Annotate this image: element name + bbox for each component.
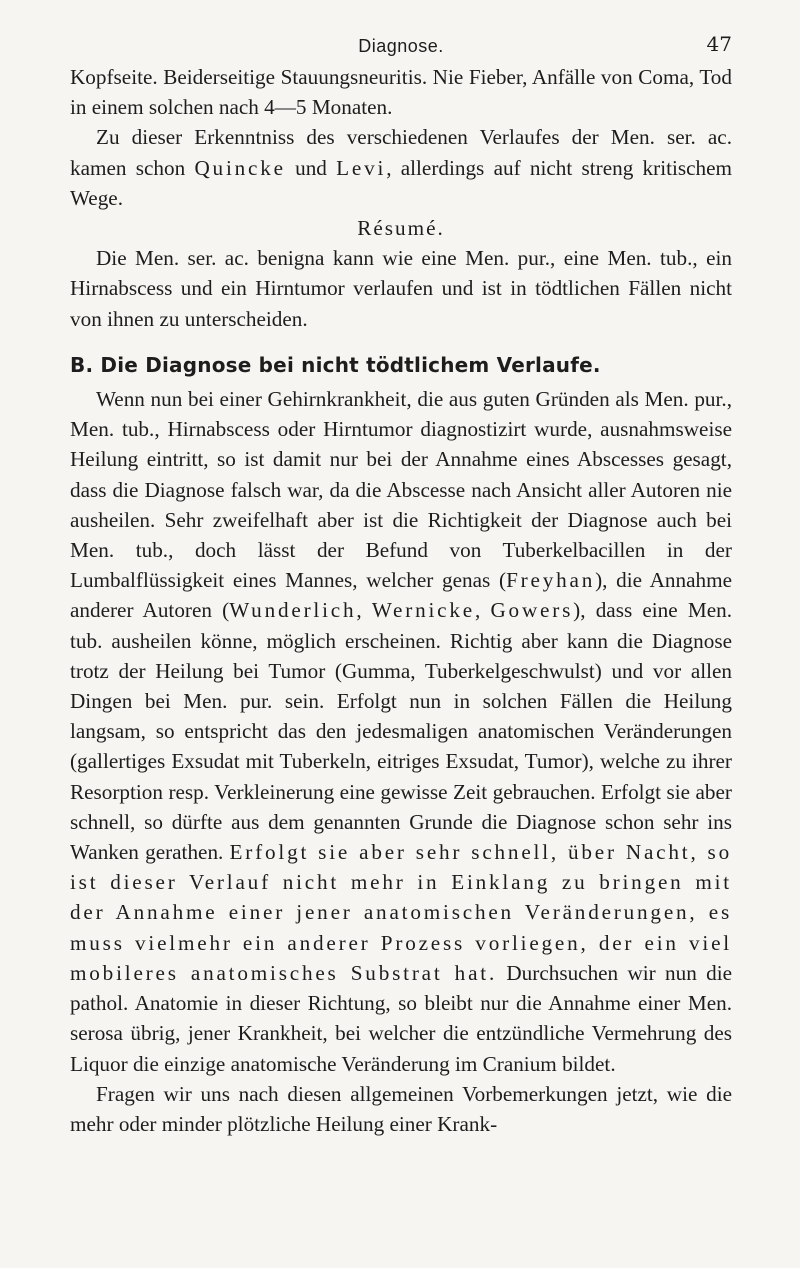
text-span: ,: [356, 598, 372, 623]
text-span: Durchsuchen wir nun die pathol. Anatomie in dieser Richtung, so bleibt nur die Annahme einer Men. serosa übrig, jener Krankheit, bei welcher die entzündliche Vermehrung des Liquor die einzige anatomische Veränderung im Cranium bildet.: [70, 960, 732, 1076]
text-span: Wenn nun bei einer Gehirnkrankheit, die aus guten Gründen als Men. pur., Men. tub., Hirnabscess oder Hirntumor diagnostizirt wurde, ausnahmsweise Heilung eintritt, so ist damit nur bei der Annahme eines Abscesses gesagt, dass die Diagnose falsch war, da die Abscesse nach Ansicht aller Autoren nie ausheilen. Sehr zweifelhaft aber ist die Richtigkeit der Diagnose auch bei Men. tub., doch lässt der Befund von Tuberkelbacillen in der Lumbalflüssigkeit eines Mannes, welcher genas (: [70, 387, 732, 593]
author-name: Freyhan: [506, 568, 596, 593]
text-span: , allerdings auf nicht streng kritischem Wege.: [70, 155, 732, 210]
author-name: Quincke: [194, 155, 286, 180]
paragraph-resume: Die Men. ser. ac. benigna kann wie eine Men. pur., eine Men. tub., ein Hirnabscess und ein Hirntumor verlaufen und ist in tödtlichen Fällen nicht von ihnen zu unterscheiden.: [70, 246, 732, 331]
page-header: [70, 22, 732, 62]
page-number: 47: [706, 32, 732, 56]
text-span: Zu dieser Erkenntniss des verschiedenen Verlaufes der Men. ser. ac. kamen schon: [70, 125, 732, 180]
text-span: ), die Annahme anderer Autoren (: [70, 568, 732, 623]
text-span: ), dass eine Men. tub. ausheilen könne, möglich erscheinen. Richtig aber kann die Diagnose trotz der Heilung bei Tumor (Gumma, Tuberkelgeschwulst) und vor allen Dingen bei Men. pur. sein. Erfolgt nun in solchen Fällen die Heilung langsam, so entspricht das den jedesmaligen anatomischen Veränderungen (gallertiges Exsudat mit Tuberkeln, eitriges Exsudat, Tumor), welche zu ihrer Resorption resp. Verkleinerung eine gewisse Zeit gebrauchen. Erfolgt sie aber schnell, so dürfte aus dem genannten Grunde die Diagnose schon sehr ins Wanken gerathen.: [70, 598, 733, 865]
paragraph-main: [70, 384, 732, 1079]
book-page: [70, 22, 732, 1139]
section-heading: B. Die Diagnose bei nicht tödtlichem Verlaufe.: [70, 352, 601, 377]
author-name: Levi: [336, 155, 387, 180]
body-text: [70, 62, 732, 1139]
text-span: ,: [474, 598, 491, 623]
author-name: Gowers: [490, 598, 574, 623]
paragraph-quincke-levi: [70, 122, 732, 213]
paragraph-continuation: Kopfseite. Beiderseitige Stauungsneuritis. Nie Fieber, Anfälle von Coma, Tod in einem solchen nach 4—5 Monaten.: [70, 65, 732, 120]
author-name: Wernicke: [371, 598, 475, 623]
resume-heading: Résumé.: [357, 216, 445, 241]
paragraph-final: Fragen wir uns nach diesen allgemeinen Vorbemerkungen jetzt, wie die mehr oder minder plötzliche Heilung einer Krank-: [70, 1081, 732, 1136]
emphasized-sentence: Erfolgt sie aber sehr schnell, über Nacht, so ist dieser Verlauf nicht mehr in Einklang zu bringen mit der Annahme einer jener anatomischen Veränderungen, es muss vielmehr ein anderer Prozess vorliegen, der ein viel mobileres anatomisches Substrat hat.: [70, 840, 732, 985]
author-name: Wunderlich: [229, 598, 357, 623]
running-head: Diagnose.: [358, 36, 444, 56]
text-span: und: [285, 155, 337, 180]
